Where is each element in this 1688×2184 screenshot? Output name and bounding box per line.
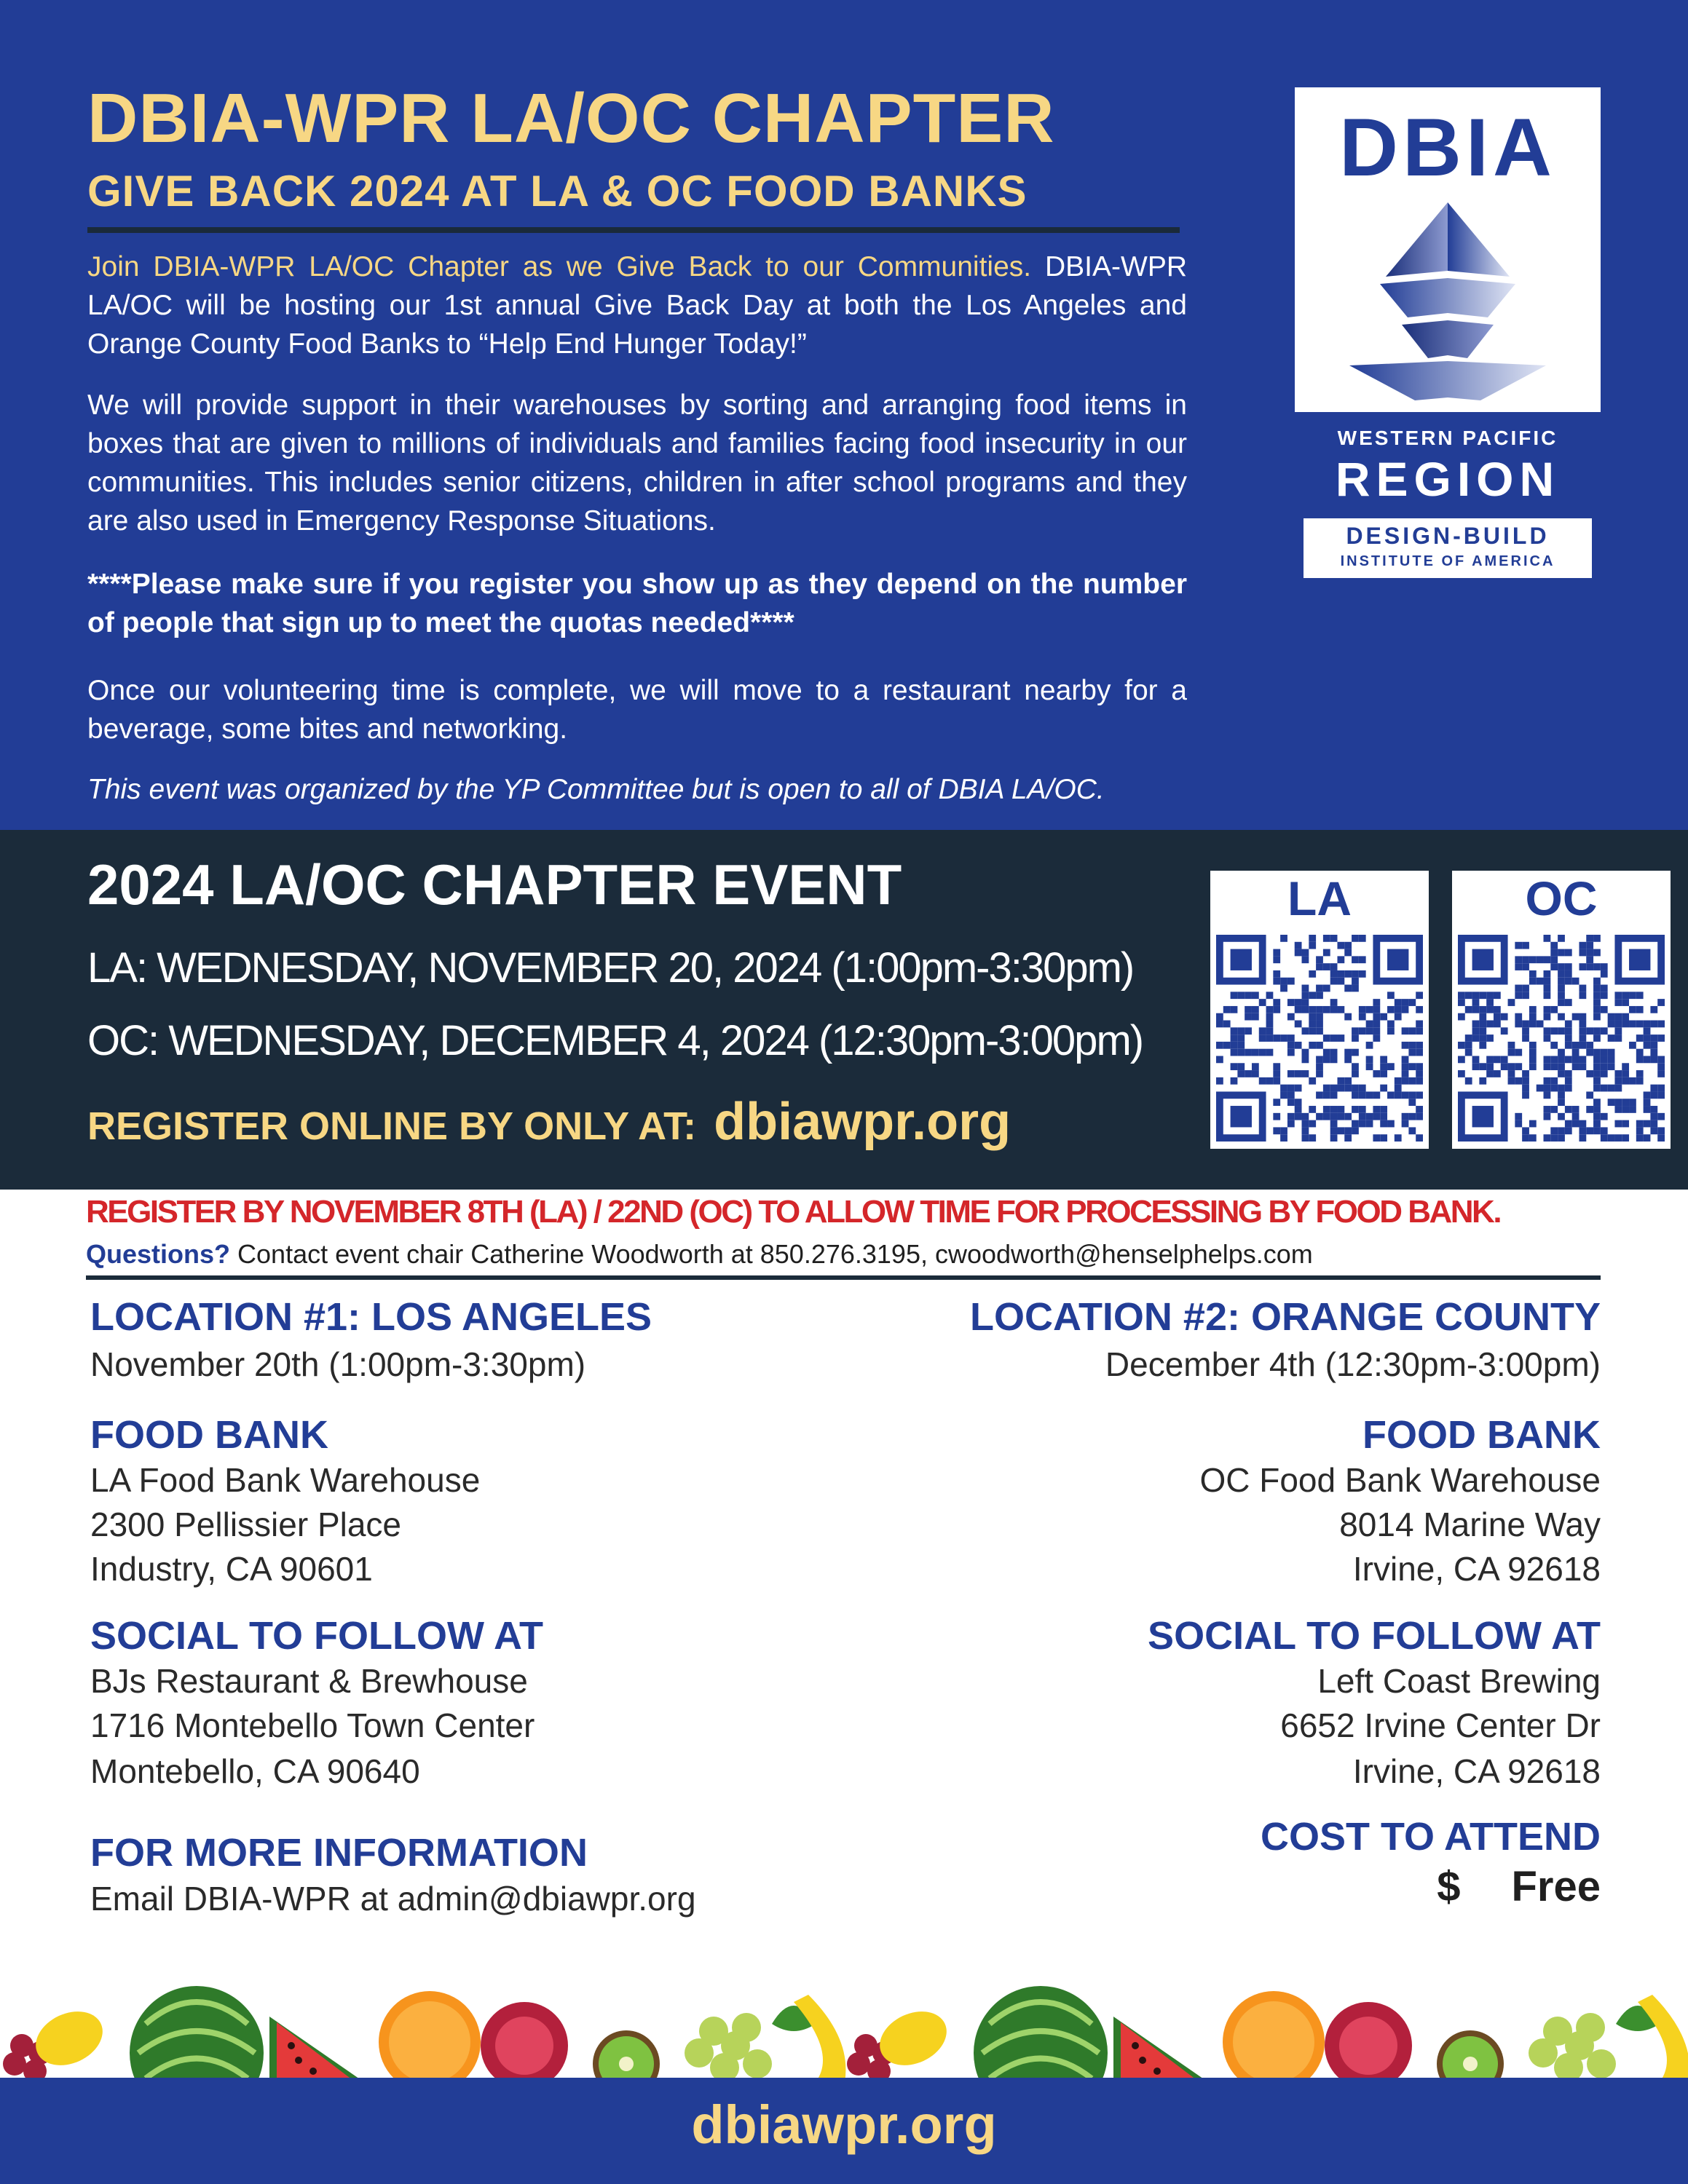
organizer-note: This event was organized by the YP Committee but is open to all of DBIA LA/OC. <box>87 774 1105 805</box>
logo-western-pacific: WESTERN PACIFIC <box>1337 427 1558 449</box>
questions-contact <box>86 1239 1313 1270</box>
qr-code-oc[interactable] <box>1452 871 1671 1149</box>
intro-text: DBIA-WPR LA/OC will be hosting our 1st annual Give Back Day at both the Los Angeles and Orange County Food Banks to “Help End Hunger Today!” <box>87 251 1187 360</box>
more-info-email[interactable]: Email DBIA-WPR at admin@dbiawpr.org <box>90 1880 696 1918</box>
logo-design-build: DESIGN-BUILD <box>1346 523 1550 549</box>
logo-wordmark: DBIA <box>1339 102 1556 193</box>
la-food-bank-line: Industry, CA 90601 <box>90 1550 373 1588</box>
qr-label-oc: OC <box>1525 871 1598 925</box>
logo-institute: INSTITUTE OF AMERICA <box>1340 553 1555 569</box>
page-title: DBIA-WPR LA/OC CHAPTER <box>87 79 1055 157</box>
location-la-heading: LOCATION #1: LOS ANGELES <box>90 1295 652 1339</box>
title-divider <box>87 227 1180 233</box>
qr-code-icon <box>1458 935 1665 1142</box>
intro-paragraph-1 <box>87 248 1187 363</box>
cost-heading: COST TO ATTEND <box>1261 1815 1601 1859</box>
attendance-warning: ****Please make sure if you register you show up as they depend on the number of people that sign up to meet the quotas needed**** <box>87 569 1187 638</box>
location-oc-heading: LOCATION #2: ORANGE COUNTY <box>969 1295 1601 1339</box>
event-date-la: LA: WEDNESDAY, NOVEMBER 20, 2024 (1:00pm-3:30pm) <box>87 944 1134 992</box>
event-date-oc: OC: WEDNESDAY, DECEMBER 4, 2024 (12:30pm-3:00pm) <box>87 1017 1143 1064</box>
oc-social-line: Left Coast Brewing <box>1317 1662 1601 1700</box>
questions-label: Questions? <box>86 1239 231 1269</box>
intro-lead: Join DBIA-WPR LA/OC Chapter as we Give Back to our Communities. <box>87 251 1032 282</box>
la-food-bank-heading: FOOD BANK <box>90 1413 328 1457</box>
location-oc-time: December 4th (12:30pm-3:00pm) <box>1105 1345 1601 1383</box>
event-title: 2024 LA/OC CHAPTER EVENT <box>87 852 902 917</box>
oc-food-bank-line: 8014 Marine Way <box>1339 1506 1601 1543</box>
la-food-bank-line: LA Food Bank Warehouse <box>90 1461 481 1499</box>
registration-deadline: REGISTER BY NOVEMBER 8TH (LA) / 22ND (OC) TO ALLOW TIME FOR PROCESSING BY FOOD BANK. <box>86 1194 1501 1230</box>
location-la-time: November 20th (1:00pm-3:30pm) <box>90 1345 586 1383</box>
register-link[interactable]: dbiawpr.org <box>714 1093 1011 1151</box>
intro-paragraph-4: Once our volunteering time is complete, we will move to a restaurant nearby for a beverage, some bites and networking. <box>87 675 1187 745</box>
questions-text: Contact event chair Catherine Woodworth at 850.276.3195, cwoodworth@henselphelps.com <box>230 1239 1313 1269</box>
oc-social-line: Irvine, CA 92618 <box>1352 1752 1601 1790</box>
la-social-line: BJs Restaurant & Brewhouse <box>90 1662 528 1700</box>
footer-website-link[interactable]: dbiawpr.org <box>691 2094 997 2155</box>
cost-free: Free <box>1511 1863 1601 1910</box>
register-label: REGISTER ONLINE BY ONLY AT: <box>87 1104 697 1148</box>
qr-label-la: LA <box>1287 871 1352 925</box>
intro-paragraph-2: We will provide support in their warehouses by sorting and arranging food items in boxes that are given to millions of individuals and families facing food insecurity in our communities. This includes senior citizens, children in after school programs and they are also used in Emergency Response Situations. <box>87 389 1187 537</box>
cost-symbol: $ <box>1437 1863 1461 1910</box>
qr-code-la[interactable] <box>1210 871 1429 1149</box>
register-line <box>87 1092 1011 1152</box>
oc-food-bank-line: Irvine, CA 92618 <box>1352 1550 1601 1588</box>
la-social-heading: SOCIAL TO FOLLOW AT <box>90 1614 543 1658</box>
oc-social-heading: SOCIAL TO FOLLOW AT <box>1148 1614 1601 1658</box>
oc-food-bank-heading: FOOD BANK <box>1362 1413 1601 1457</box>
qr-code-icon <box>1216 935 1423 1142</box>
more-info-heading: FOR MORE INFORMATION <box>90 1831 588 1875</box>
fruit-border-illustration <box>0 1936 1688 2082</box>
details-divider <box>86 1275 1601 1280</box>
logo-region: REGION <box>1335 452 1561 506</box>
page-subtitle: GIVE BACK 2024 AT LA & OC FOOD BANKS <box>87 167 1028 215</box>
oc-social-line: 6652 Irvine Center Dr <box>1280 1706 1601 1744</box>
la-social-line: 1716 Montebello Town Center <box>90 1706 535 1744</box>
cost-value <box>1437 1862 1601 1911</box>
la-food-bank-line: 2300 Pellissier Place <box>90 1506 402 1543</box>
la-social-line: Montebello, CA 90640 <box>90 1752 420 1790</box>
dbia-logo <box>1295 87 1601 587</box>
oc-food-bank-line: OC Food Bank Warehouse <box>1199 1461 1601 1499</box>
